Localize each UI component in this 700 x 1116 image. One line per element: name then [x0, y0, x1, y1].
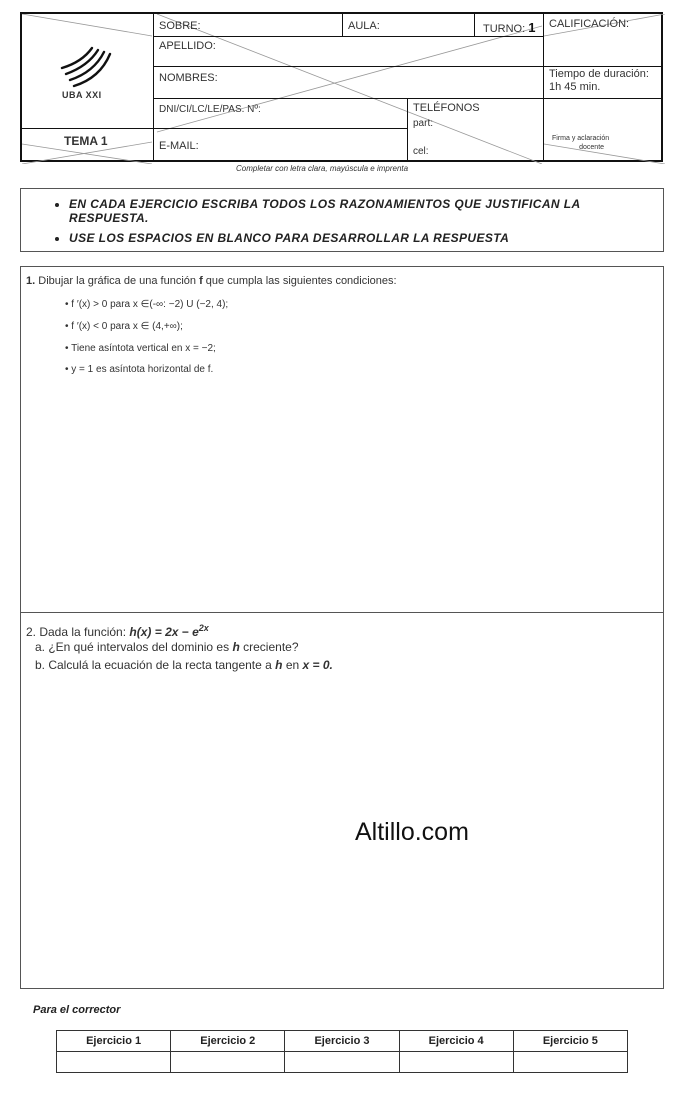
aula-label: AULA: [348, 20, 380, 32]
score-cell[interactable] [513, 1052, 627, 1073]
score-cell[interactable] [399, 1052, 513, 1073]
calificacion-label: CALIFICACIÓN: [549, 18, 630, 30]
table-header-cell: Ejercicio 2 [171, 1031, 285, 1052]
table-header-cell: Ejercicio 4 [399, 1031, 513, 1052]
dni-label: DNI/CI/LC/LE/PAS. Nº: [159, 104, 261, 115]
exercise-2b: b. Calculá la ecuación de la recta tangente a h en x = 0. [35, 658, 333, 672]
exercise-1-box [20, 266, 664, 613]
turno-field: TURNO: 1 [483, 20, 536, 35]
exercise-2-statement: 2. Dada la función: $h(x) = 2x - e^{2x}$ [26, 623, 209, 639]
sobre-label: SOBRE: [159, 20, 201, 32]
fill-instructions-note: Completar con letra clara, mayúscula e imprenta [236, 164, 409, 173]
watermark: Altillo.com [355, 818, 469, 846]
score-cell[interactable] [285, 1052, 399, 1073]
table-header-cell: Ejercicio 1 [57, 1031, 171, 1052]
email-label: E-MAIL: [159, 140, 199, 152]
part-label: part: [413, 118, 434, 129]
nombres-label: NOMBRES: [159, 72, 218, 84]
corrector-table [56, 1030, 628, 1073]
exercise-2-box [20, 612, 664, 989]
tema-label: TEMA 1 [64, 134, 108, 148]
score-cell[interactable] [57, 1052, 171, 1073]
instructions-box [20, 188, 664, 252]
exercise-1-statement: 1. Dibujar la gráfica de una función f que cumpla las siguientes condiciones: [26, 275, 397, 287]
instruction-item: • EN CADA EJERCICIO ESCRIBA TODOS LOS RAZONAMIENTOS QUE JUSTIFICAN LA RESPUESTA. [69, 197, 663, 225]
score-cell[interactable] [171, 1052, 285, 1073]
table-row [57, 1031, 628, 1052]
exercise-2a: a. ¿En qué intervalos del dominio es h creciente? [35, 640, 299, 654]
apellido-label: APELLIDO: [159, 40, 216, 52]
cel-label: cel: [413, 146, 429, 157]
table-header-cell: Ejercicio 3 [285, 1031, 399, 1052]
condition-item: • Tiene asíntota vertical en x = −2; [65, 343, 216, 354]
header-form [20, 12, 663, 162]
corrector-label: Para el corrector [33, 1004, 121, 1016]
uba-logo-icon [62, 48, 110, 86]
table-row [57, 1052, 628, 1073]
logo-text: UBA XXI [62, 90, 102, 100]
table-header-cell: Ejercicio 5 [513, 1031, 627, 1052]
telefonos-label: TELÉFONOS [413, 102, 480, 114]
condition-item: • f ′(x) > 0 para x ∈(-∞: −2) U (−2, 4); [65, 299, 229, 310]
firma-docente: Firma y aclaración docente [552, 135, 610, 151]
tiempo-duracion: Tiempo de duración: 1h 45 min. [549, 68, 649, 93]
instruction-item: • USE LOS ESPACIOS EN BLANCO PARA DESARROLLAR LA RESPUESTA [69, 231, 663, 245]
condition-item: • y = 1 es asíntota horizontal de f. [65, 364, 214, 375]
condition-item: • f ′(x) < 0 para x ∈ (4,+∞); [65, 321, 183, 332]
